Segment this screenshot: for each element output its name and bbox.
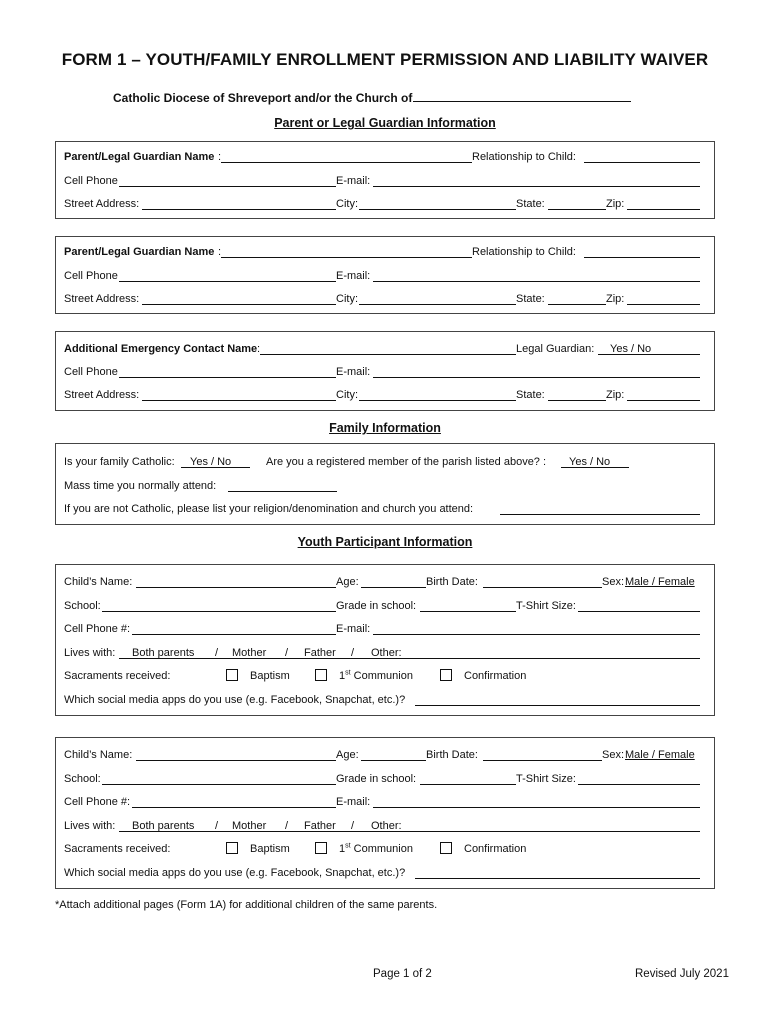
colon: : [218,246,222,258]
city-label: City: [336,389,358,401]
city-field[interactable] [359,400,516,401]
page-number: Page 1 of 2 [373,968,432,980]
cell-phone-label: Cell Phone #: [64,796,131,808]
cell-phone-field[interactable] [119,281,336,282]
form-title: FORM 1 – YOUTH/FAMILY ENROLLMENT PERMISSION AND LIABILITY WAIVER [61,50,709,69]
grade-label: Grade in school: [336,600,417,612]
family-info-box [55,443,715,525]
zip-field[interactable] [627,304,700,305]
mother-option[interactable]: Mother [232,820,267,832]
cell-phone-label: Cell Phone [64,366,118,378]
cell-phone-label: Cell Phone [64,175,118,187]
lives-with-label: Lives with: [64,820,116,832]
birth-date-label: Birth Date: [426,576,478,588]
age-field[interactable] [361,760,426,761]
age-label: Age: [336,576,359,588]
tshirt-label: T-Shirt Size: [516,600,576,612]
father-option[interactable]: Father [304,820,336,832]
communion-label-sup: st [345,669,351,677]
state-field[interactable] [548,400,606,401]
child-box-1 [55,564,715,716]
communion-label: Communion [353,670,413,682]
social-media-label: Which social media apps do you use (e.g. Facebook, Snapchat, etc.)? [64,867,406,879]
child-box-2 [55,737,715,889]
confirmation-checkbox[interactable] [440,669,452,681]
street-label: Street Address: [64,198,140,210]
guardian-name-label: Parent/Legal Guardian Name [64,246,215,258]
legal-guardian-label: Legal Guardian: [516,343,595,355]
street-label: Street Address: [64,389,140,401]
confirmation-label: Confirmation [464,670,527,682]
street-label: Street Address: [64,293,140,305]
tshirt-label: T-Shirt Size: [516,773,576,785]
guardian-name-field[interactable] [221,257,472,258]
registered-label: Are you a registered member of the parish listed above? : [266,456,547,468]
is-catholic-yes-no[interactable]: Yes / No [190,456,232,468]
social-media-field[interactable] [415,705,700,706]
email-field[interactable] [373,807,700,808]
child-name-field[interactable] [136,760,336,761]
other-option[interactable]: Other: [371,647,402,659]
grade-label: Grade in school: [336,773,417,785]
state-label: State: [516,293,545,305]
communion-option[interactable] [315,669,413,683]
email-field[interactable] [373,377,700,378]
state-label: State: [516,198,545,210]
emergency-name-label: Additional Emergency Contact Name [64,343,258,355]
mass-time-label: Mass time you normally attend: [64,480,217,492]
communion-label: Communion [353,843,413,855]
email-label: E-mail: [336,175,371,187]
legal-guardian-yes-no[interactable]: Yes / No [610,343,652,355]
city-field[interactable] [359,209,516,210]
sacraments-label: Sacraments received: [64,670,171,682]
zip-label: Zip: [606,389,625,401]
slash: / [215,647,219,659]
age-field[interactable] [361,587,426,588]
colon: : [218,151,222,163]
baptism-checkbox[interactable] [226,842,238,854]
section-title-guardian: Parent or Legal Guardian Information [274,116,496,130]
baptism-option[interactable] [226,669,290,683]
relationship-field[interactable] [584,162,700,163]
communion-label-sup: st [345,842,351,850]
sex-options[interactable]: Male / Female [625,576,695,588]
religion-label: If you are not Catholic, please list your religion/denomination and church you attend: [64,503,474,515]
zip-field[interactable] [627,400,700,401]
father-option[interactable]: Father [304,647,336,659]
birth-date-field[interactable] [483,587,602,588]
school-label: School: [64,773,101,785]
sacraments-label: Sacraments received: [64,843,171,855]
email-label: E-mail: [336,270,371,282]
child-name-label: Child’s Name: [64,576,133,588]
confirmation-option[interactable] [440,842,526,856]
cell-phone-label: Cell Phone #: [64,623,131,635]
cell-phone-field[interactable] [119,186,336,187]
colon: : [257,343,261,355]
school-field[interactable] [102,611,336,612]
communion-label-num: 1 [339,843,346,855]
relationship-field[interactable] [584,257,700,258]
lives-with-label: Lives with: [64,647,116,659]
school-label: School: [64,600,101,612]
email-label: E-mail: [336,623,371,635]
registered-yes-no[interactable]: Yes / No [569,456,611,468]
street-field[interactable] [142,209,336,210]
school-field[interactable] [102,784,336,785]
diocese-label: Catholic Diocese of Shreveport and/or the Church of [113,91,413,105]
state-field[interactable] [548,209,606,210]
grade-field[interactable] [420,611,516,612]
sex-label: Sex: [602,749,625,761]
street-field[interactable] [142,400,336,401]
social-media-label: Which social media apps do you use (e.g. Facebook, Snapchat, etc.)? [64,694,406,706]
baptism-label: Baptism [250,670,290,682]
baptism-option[interactable] [226,842,290,856]
guardian-box-1 [55,141,715,219]
email-field[interactable] [373,186,700,187]
guardian-name-label: Parent/Legal Guardian Name [64,151,215,163]
social-media-field[interactable] [415,878,700,879]
confirmation-option[interactable] [440,669,526,683]
both-parents-option[interactable]: Both parents [132,820,195,832]
diocese-line [113,90,631,105]
birth-date-label: Birth Date: [426,749,478,761]
both-parents-option[interactable]: Both parents [132,647,195,659]
email-field[interactable] [373,634,700,635]
street-field[interactable] [142,304,336,305]
grade-field[interactable] [420,784,516,785]
slash: / [351,820,355,832]
child-name-field[interactable] [136,587,336,588]
email-label: E-mail: [336,366,371,378]
relationship-label: Relationship to Child: [472,151,576,163]
religion-field[interactable] [500,514,700,515]
communion-checkbox[interactable] [315,669,327,681]
child-name-label: Child’s Name: [64,749,133,761]
city-label: City: [336,293,358,305]
section-title-family: Family Information [329,421,441,435]
age-label: Age: [336,749,359,761]
confirmation-checkbox[interactable] [440,842,452,854]
emergency-contact-box [55,331,715,411]
emergency-name-field[interactable] [260,354,516,355]
cell-phone-label: Cell Phone [64,270,118,282]
tshirt-field[interactable] [578,611,700,612]
sex-options[interactable]: Male / Female [625,749,695,761]
email-field[interactable] [373,281,700,282]
revision-date: Revised July 2021 [635,968,729,980]
slash: / [285,647,289,659]
communion-label-num: 1 [339,670,346,682]
additional-pages-note: *Attach additional pages (Form 1A) for additional children of the same parents. [55,899,438,911]
tshirt-field[interactable] [578,784,700,785]
cell-phone-field[interactable] [119,377,336,378]
lives-with-field[interactable] [119,658,700,659]
cell-phone-field[interactable] [132,634,336,635]
mass-time-field[interactable] [228,491,337,492]
guardian-box-2 [55,236,715,314]
slash: / [351,647,355,659]
relationship-label: Relationship to Child: [472,246,576,258]
confirmation-label: Confirmation [464,843,527,855]
zip-label: Zip: [606,198,625,210]
email-label: E-mail: [336,796,371,808]
guardian-name-field[interactable] [221,162,472,163]
city-field[interactable] [359,304,516,305]
is-catholic-label: Is your family Catholic: [64,456,175,468]
state-label: State: [516,389,545,401]
church-field[interactable] [413,90,631,102]
communion-option[interactable] [315,842,413,856]
mother-option[interactable]: Mother [232,647,267,659]
birth-date-field[interactable] [483,760,602,761]
city-label: City: [336,198,358,210]
zip-label: Zip: [606,293,625,305]
other-option[interactable]: Other: [371,820,402,832]
sex-label: Sex: [602,576,625,588]
lives-with-field[interactable] [119,831,700,832]
slash: / [215,820,219,832]
baptism-checkbox[interactable] [226,669,238,681]
state-field[interactable] [548,304,606,305]
zip-field[interactable] [627,209,700,210]
slash: / [285,820,289,832]
communion-checkbox[interactable] [315,842,327,854]
baptism-label: Baptism [250,843,290,855]
cell-phone-field[interactable] [132,807,336,808]
section-title-youth: Youth Participant Information [297,535,473,549]
